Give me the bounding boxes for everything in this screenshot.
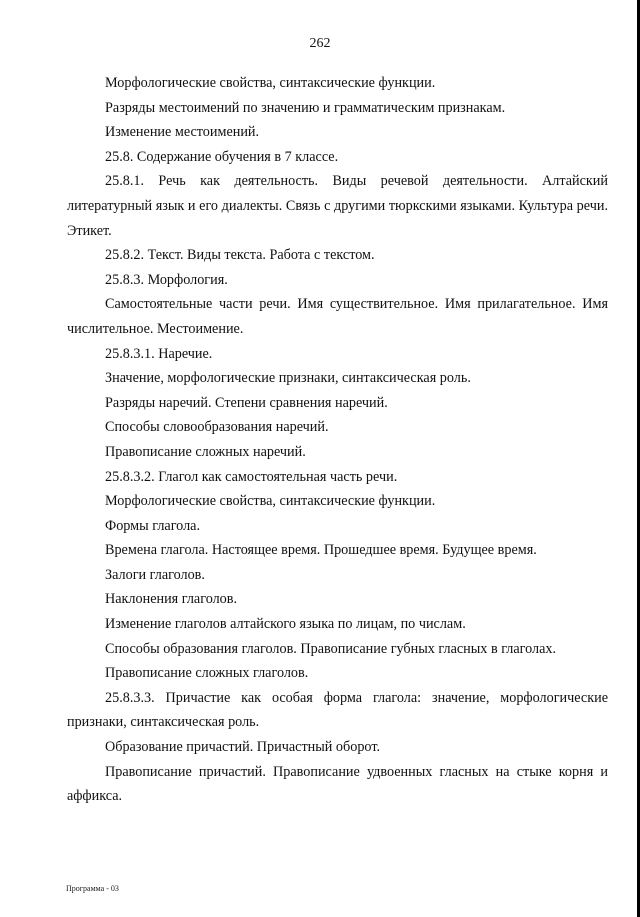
paragraph: Разряды наречий. Степени сравнения наречий. xyxy=(105,394,388,411)
paragraph: Формы глагола. xyxy=(105,517,201,534)
paragraph: Морфологические свойства, синтаксические функции. xyxy=(105,493,436,510)
section-heading: 25.8.3.2. Глагол как самостоятельная часть речи. xyxy=(105,468,398,485)
paragraph: Времена глагола. Настоящее время. Прошедшее время. Будущее время. xyxy=(105,542,537,559)
paragraph: Способы словообразования наречий. xyxy=(105,419,329,436)
section-heading: 25.8.3.3. Причастие как особая форма глагола: значение, морфологические признаки, синтаксическая роль. xyxy=(67,689,608,731)
paragraph: Разряды местоимений по значению и грамматическим признакам. xyxy=(105,99,506,116)
paragraph: Способы образования глаголов. Правописание губных гласных в глаголах. xyxy=(105,640,557,657)
paragraph: Образование причастий. Причастный оборот. xyxy=(105,739,381,756)
footer-label: Программа - 03 xyxy=(66,884,119,893)
paragraph: Значение, морфологические признаки, синтаксическая роль. xyxy=(105,370,471,387)
paragraph: Правописание сложных наречий. xyxy=(105,443,306,460)
section-heading: 25.8.3.1. Наречие. xyxy=(105,345,213,362)
page-number: 262 xyxy=(309,36,331,51)
paragraph: 25.8.1. Речь как деятельность. Виды речевой деятельности. Алтайский литературный язык и его диалекты. Связь с другими тюркскими языками. Культура речи. Этикет. xyxy=(67,173,608,239)
paragraph: Самостоятельные части речи. Имя существительное. Имя прилагательное. Имя числительное. Местоимение. xyxy=(67,296,608,337)
paragraph: Морфологические свойства, синтаксические функции. xyxy=(105,75,436,91)
paragraph: Залоги глаголов. xyxy=(105,566,205,583)
document-body xyxy=(67,71,608,809)
paragraph: Наклонения глаголов. xyxy=(105,591,238,608)
paragraph: Изменение местоимений. xyxy=(105,124,260,141)
paragraph: Правописание сложных глаголов. xyxy=(105,665,309,682)
section-heading: 25.8. Содержание обучения в 7 классе. xyxy=(105,148,339,165)
section-heading: 25.8.3. Морфология. xyxy=(105,271,228,288)
paragraph: Изменение глаголов алтайского языка по лицам, по числам. xyxy=(105,616,466,633)
paragraph: 25.8.2. Текст. Виды текста. Работа с текстом. xyxy=(105,247,375,264)
paragraph: Правописание причастий. Правописание удвоенных гласных на стыке корня и аффикса. xyxy=(67,763,608,805)
